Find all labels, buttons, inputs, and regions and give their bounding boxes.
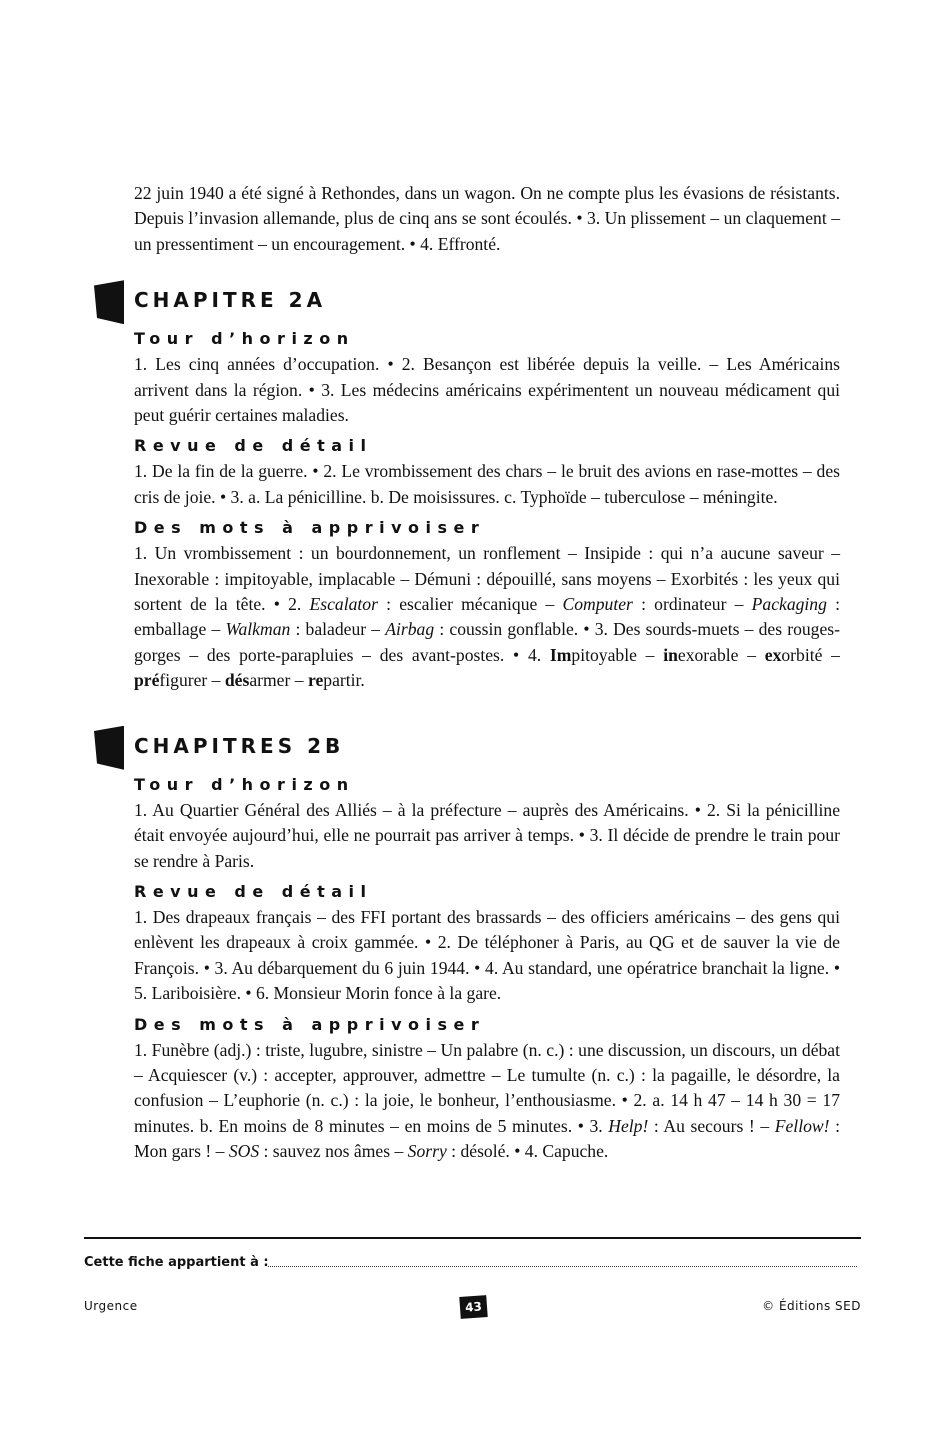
subsection-body [134, 798, 840, 874]
text-run: orbité – [781, 644, 840, 665]
text-run: 1. Un vrombissement : un bourdonnement, un ronflement – Insipide : qui n’a aucune saveur – Inexorable : impitoyable, implacable – Démuni : dépouillé, sans moyens – Exorbités : les yeux qui sortent de la tête. • 2. [134, 543, 840, 615]
text-run: partir. [323, 670, 365, 691]
chapter-header [134, 284, 840, 328]
subsection-heading: Tour d’horizon [134, 774, 355, 794]
text-run: pitoyable – [571, 644, 664, 665]
text-run: : ordinateur – [632, 594, 752, 615]
italic-term: Sorry [407, 1141, 447, 1162]
chapter-header [134, 730, 840, 774]
owner-name-blank [268, 1266, 857, 1267]
text-run: 22 juin 1940 a été signé à Rethondes, dans un wagon. On ne compte plus les évasions de résistants. Depuis l’invasion allemande, plus de cinq ans se sont écoulés. • 3. Un plissement – un claquement – un pressentiment – un encouragement. • 4. Effronté. [134, 183, 840, 254]
text-run: 1. De la fin de la guerre. • 2. Le vrombissement des chars – le bruit des avions en rase-mottes – des cris de joie. • 3. a. La pénicilline. b. De moisissures. c. Typhoïde – tuberculose – méningite. [134, 461, 840, 507]
text-run: armer – [249, 670, 308, 691]
answer-key-content [134, 181, 840, 1165]
italic-term: SOS [228, 1141, 260, 1162]
subsection-heading: Des mots à apprivoiser [134, 518, 486, 538]
subsection-body [134, 541, 840, 693]
subsection-body [134, 905, 840, 1007]
section-chapitres-2b [134, 730, 840, 1165]
bold-prefix: in [663, 644, 678, 665]
italic-term: Computer [562, 594, 633, 615]
subsection-heading: Des mots à apprivoiser [134, 1014, 486, 1034]
owner-label: Cette fiche appartient à : [84, 1255, 269, 1270]
footer-divider [84, 1237, 861, 1239]
publisher-credit: © Éditions SED [762, 1299, 861, 1313]
chapter-title: CHAPITRE 2A [134, 288, 327, 313]
subsection-body [134, 459, 840, 510]
italic-term: Fellow! [774, 1115, 830, 1136]
text-run: : emballage – [134, 594, 840, 640]
bold-prefix: Im [549, 644, 572, 665]
text-run: : coussin gonflable. • 3. Des sourds-muets – des rouges-gorges – des porte-parapluies – des avant-postes. • 4. [134, 619, 840, 665]
italic-term: Packaging [751, 594, 827, 615]
text-run: 1. Des drapeaux français – des FFI portant des brassards – des officiers américains – des gens qui enlèvent les drapeaux à croix gammée. • 2. De téléphoner à Paris, au QG et de sauver la vie de François. • 3. Au débarquement du 6 juin 1944. • 4. Au standard, une opératrice branchait la ligne. • 5. Lariboisière. • 6. Monsieur Morin fonce à la gare. [134, 906, 840, 1004]
text-run: : sauvez nos âmes – [259, 1141, 408, 1162]
subsection-heading: Tour d’horizon [134, 329, 355, 349]
subsection-body [134, 1038, 840, 1165]
text-run: figurer – [159, 670, 225, 691]
subsection-body [134, 352, 840, 428]
section-chapitre-2a [134, 284, 840, 693]
chapter-title: CHAPITRES 2B [134, 733, 345, 758]
bold-prefix: pré [134, 670, 160, 691]
text-run: exorable – [677, 644, 765, 665]
text-run: 1. Funèbre (adj.) : triste, lugubre, sinistre – Un palabre (n. c.) : une discussion, un discours, un débat – Acquiescer (v.) : accepter, approuver, admettre – Le tumulte (n. c.) : la pagaille, le désordre, la confusion – L’euphorie (n. c.) : la joie, le bonheur, l’enthousiasme. • 2. a. 14 h 47 – 14 h 30 = 17 minutes. b. En moins de 8 minutes – en moins de 5 minutes. • 3. [134, 1039, 840, 1136]
text-run: : escalier mécanique – [377, 594, 563, 615]
text-run: : Au secours ! – [648, 1115, 775, 1136]
italic-term: Airbag [385, 619, 435, 640]
text-run: : baladeur – [290, 619, 386, 640]
italic-term: Help! [608, 1115, 649, 1136]
italic-term: Walkman [225, 619, 291, 640]
text-run: : Mon gars ! – [134, 1115, 840, 1162]
intro-paragraph [134, 181, 840, 257]
chapter-marker-icon [94, 280, 124, 324]
text-run: 1. Les cinq années d’occupation. • 2. Besançon est libérée depuis la veille. – Les Américains arrivent dans la région. • 3. Les médecins américains expérimentent un nouveau médicament qui peut guérir certaines maladies. [134, 354, 840, 426]
bold-prefix: dés [224, 670, 250, 691]
subsection-heading: Revue de détail [134, 436, 373, 456]
subsection-heading: Revue de détail [134, 881, 373, 901]
text-run: 1. Au Quartier Général des Alliés – à la préfecture – auprès des Américains. • 2. Si la pénicilline était envoyée aujourd’hui, elle ne pourrait pas arriver à temps. • 3. Il décide de prendre le train pour se rendre à Paris. [134, 799, 840, 871]
bold-prefix: ex [764, 644, 782, 665]
owner-line [84, 1253, 861, 1273]
text-run: : désolé. • 4. Capuche. [446, 1141, 609, 1162]
bold-prefix: re [307, 670, 324, 691]
chapter-marker-icon [94, 726, 124, 770]
italic-term: Escalator [309, 594, 378, 615]
page-number: 43 [459, 1295, 487, 1319]
book-title: Urgence [84, 1299, 138, 1313]
